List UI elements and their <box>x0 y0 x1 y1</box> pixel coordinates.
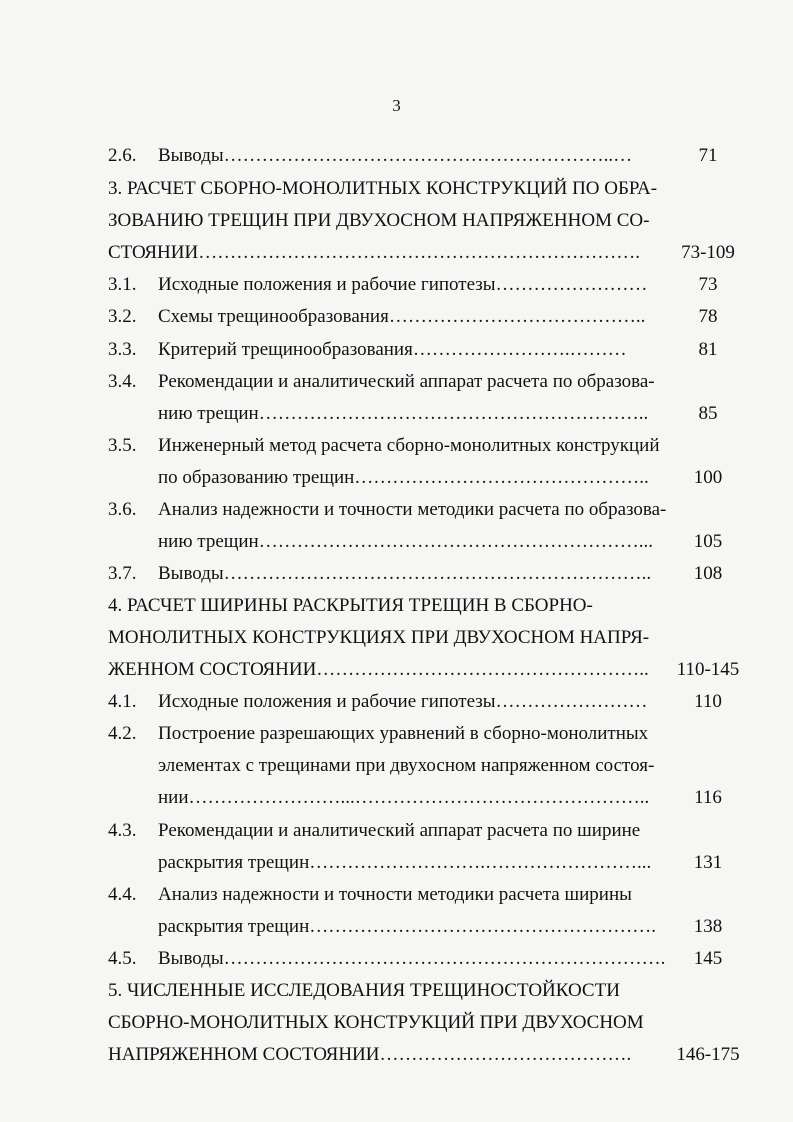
toc-number: 3.3. <box>108 339 137 360</box>
toc-number: 4.5. <box>108 948 137 969</box>
toc-title: Инженерный метод расчета сборно-монолитных конструкций <box>158 435 660 456</box>
toc-page: 138 <box>693 916 723 937</box>
toc-title: нию трещин……………………………………………………... <box>158 531 653 552</box>
toc-title: раскрытия трещин………………………………………………. <box>158 916 657 937</box>
toc-page: 145 <box>693 948 723 969</box>
toc-page: 116 <box>694 787 722 808</box>
toc-number: 4.4. <box>108 884 137 905</box>
toc-page: 71 <box>698 145 718 166</box>
toc-title: Рекомендации и аналитический аппарат расчета по образова- <box>158 371 655 392</box>
chapter-title-line: 5. ЧИСЛЕННЫЕ ИССЛЕДОВАНИЯ ТРЕЩИНОСТОЙКОСТИ <box>108 980 620 1001</box>
toc-title: Выводы……………………………………………………………. <box>158 948 666 969</box>
toc-number: 4.2. <box>108 723 137 744</box>
toc-title: по образованию трещин……………………………………….. <box>158 467 649 488</box>
toc-title: нию трещин…………………………………………………….. <box>158 403 649 424</box>
chapter-title-line: МОНОЛИТНЫХ КОНСТРУКЦИЯХ ПРИ ДВУХОСНОМ НАПРЯ- <box>108 627 650 648</box>
toc-title: элементах с трещинами при двухосном напряженном состоя- <box>158 755 655 776</box>
toc-number: 4.3. <box>108 820 137 841</box>
toc-page: 105 <box>693 531 723 552</box>
toc-page: 146-175 <box>676 1044 740 1065</box>
chapter-title-line: СБОРНО-МОНОЛИТНЫХ КОНСТРУКЦИЙ ПРИ ДВУХОСНОМ <box>108 1012 644 1033</box>
toc-page: 110 <box>694 691 722 712</box>
toc-title: раскрытия трещин……………………….……………………... <box>158 852 652 873</box>
toc-page: 85 <box>698 403 718 424</box>
toc-number: 4.1. <box>108 691 137 712</box>
toc-title: Выводы………………………………………………………….. <box>158 563 652 584</box>
toc-page: 100 <box>693 467 723 488</box>
toc-page: 108 <box>693 563 723 584</box>
toc-title: нии……………………...……………………………………….. <box>158 787 650 808</box>
chapter-title-line: СТОЯНИИ……………………………………………………………. <box>108 242 640 263</box>
toc-title: Анализ надежности и точности методики расчета по образова- <box>158 499 667 520</box>
page-number: 3 <box>392 96 401 115</box>
toc-title: Анализ надежности и точности методики расчета ширины <box>158 884 632 905</box>
toc-page: 131 <box>693 852 723 873</box>
toc-page: 73 <box>698 274 718 295</box>
toc-title: Рекомендации и аналитический аппарат расчета по ширине <box>158 820 641 841</box>
toc-number: 3.6. <box>108 499 137 520</box>
toc-number: 3.1. <box>108 274 137 295</box>
toc-number: 3.2. <box>108 306 137 327</box>
toc-page: 73-109 <box>681 242 735 263</box>
toc-title: Выводы……………………………………………………..… <box>158 145 633 166</box>
toc-number: 3.4. <box>108 371 137 392</box>
toc-page: 81 <box>698 339 718 360</box>
toc-title: Схемы трещинообразования………………………………….. <box>158 306 646 327</box>
toc-page: 78 <box>698 306 718 327</box>
toc-title: Критерий трещинообразования…………………….……… <box>158 339 627 360</box>
toc-number: 3.7. <box>108 563 137 584</box>
chapter-title-line: НАПРЯЖЕННОМ СОСТОЯНИИ…………………………………. <box>108 1044 632 1065</box>
chapter-title-line: 4. РАСЧЕТ ШИРИНЫ РАСКРЫТИЯ ТРЕЩИН В СБОРНО- <box>108 595 593 616</box>
chapter-title-line: ЖЕННОМ СОСТОЯНИИ…………………………………………….. <box>108 659 649 680</box>
toc-title: Построение разрешающих уравнений в сборно-монолитных <box>158 723 649 744</box>
chapter-title-line: ЗОВАНИЮ ТРЕЩИН ПРИ ДВУХОСНОМ НАПРЯЖЕННОМ СО- <box>108 210 650 231</box>
toc-number: 2.6. <box>108 145 137 166</box>
toc-page: 110-145 <box>676 659 740 680</box>
toc-number: 3.5. <box>108 435 137 456</box>
chapter-title-line: 3. РАСЧЕТ СБОРНО-МОНОЛИТНЫХ КОНСТРУКЦИЙ ПО ОБРА- <box>108 178 658 199</box>
toc-title: Исходные положения и рабочие гипотезы…………………… <box>158 274 648 295</box>
toc-title: Исходные положения и рабочие гипотезы…………………… <box>158 691 648 712</box>
